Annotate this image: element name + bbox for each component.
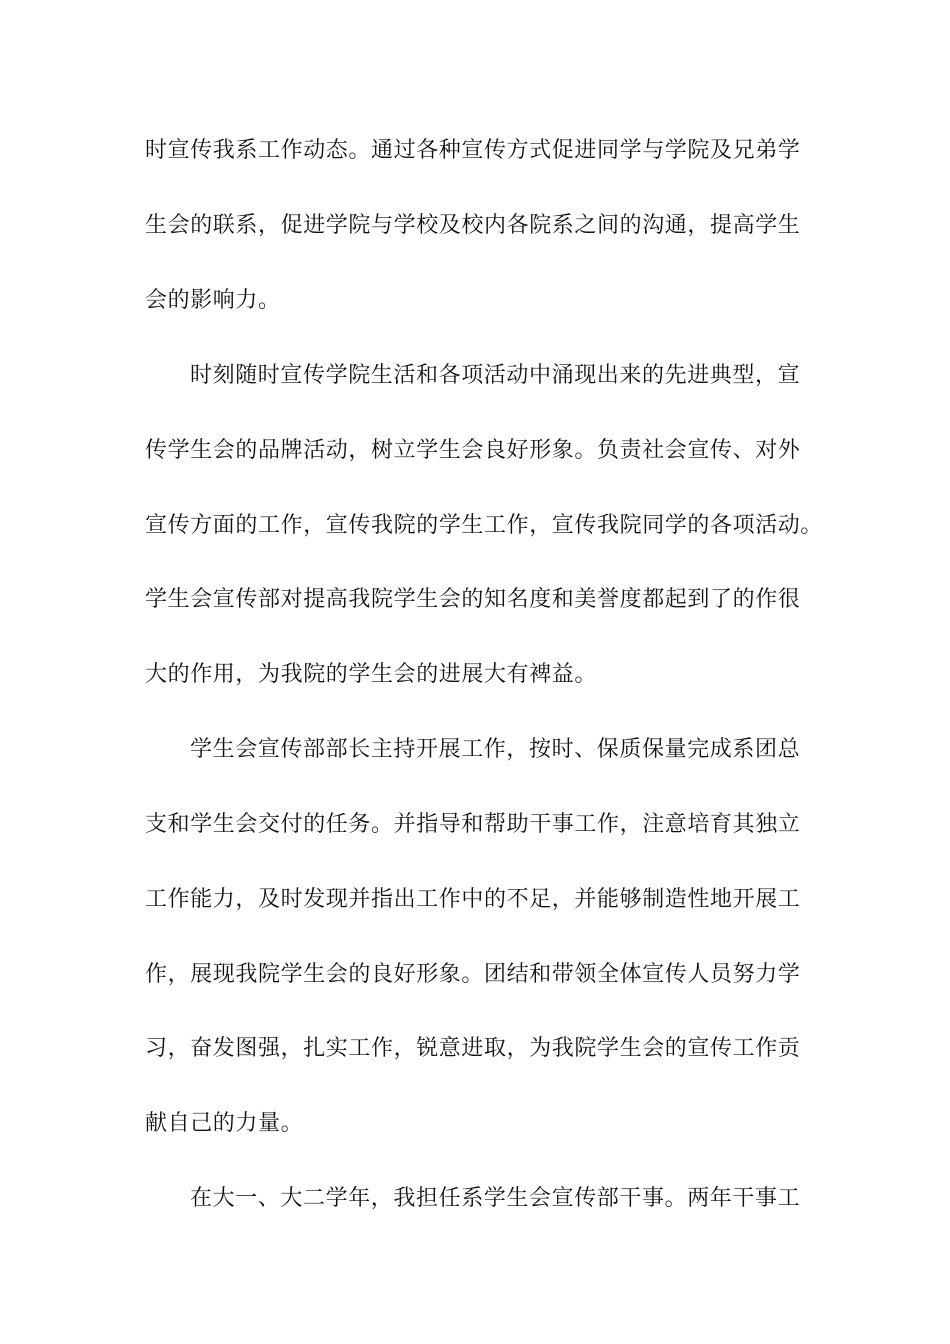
text-line: 生会的联系，促进学院与学校及校内各院系之间的沟通，提高学生 (145, 213, 801, 238)
text-line: 会的影响力。 (145, 288, 281, 313)
text-line: 宣传方面的工作，宣传我院的学生工作，宣传我院同学的各项活动。 (145, 513, 824, 538)
text-line: 作，展现我院学生会的良好形象。团结和带领全体宣传人员努力学 (145, 962, 801, 987)
text-line: 工作能力，及时发现并指出工作中的不足，并能够制造性地开展工 (145, 887, 801, 912)
text-line: 时宣传我系工作动态。通过各种宣传方式促进同学与学院及兄弟学 (145, 138, 801, 163)
text-line: 传学生会的品牌活动，树立学生会良好形象。负责社会宣传、对外 (145, 438, 801, 463)
text-line: 支和学生会交付的任务。并指导和帮助干事工作，注意培育其独立 (145, 812, 801, 837)
text-line: 大的作用，为我院的学生会的进展大有裨益。 (145, 662, 598, 687)
paragraph-first-line: 时刻随时宣传学院生活和各项活动中涌现出来的先进典型，宣 (190, 363, 801, 388)
text-line: 习，奋发图强，扎实工作，锐意进取，为我院学生会的宣传工作贡 (145, 1036, 801, 1061)
paragraph-first-line: 学生会宣传部部长主持开展工作，按时、保质保量完成系团总 (190, 737, 801, 762)
text-line: 学生会宣传部对提高我院学生会的知名度和美誉度都起到了的作很 (145, 587, 801, 612)
text-line: 献自己的力量。 (145, 1111, 304, 1136)
paragraph-first-line: 在大一、大二学年，我担任系学生会宣传部干事。两年干事工 (190, 1186, 801, 1211)
